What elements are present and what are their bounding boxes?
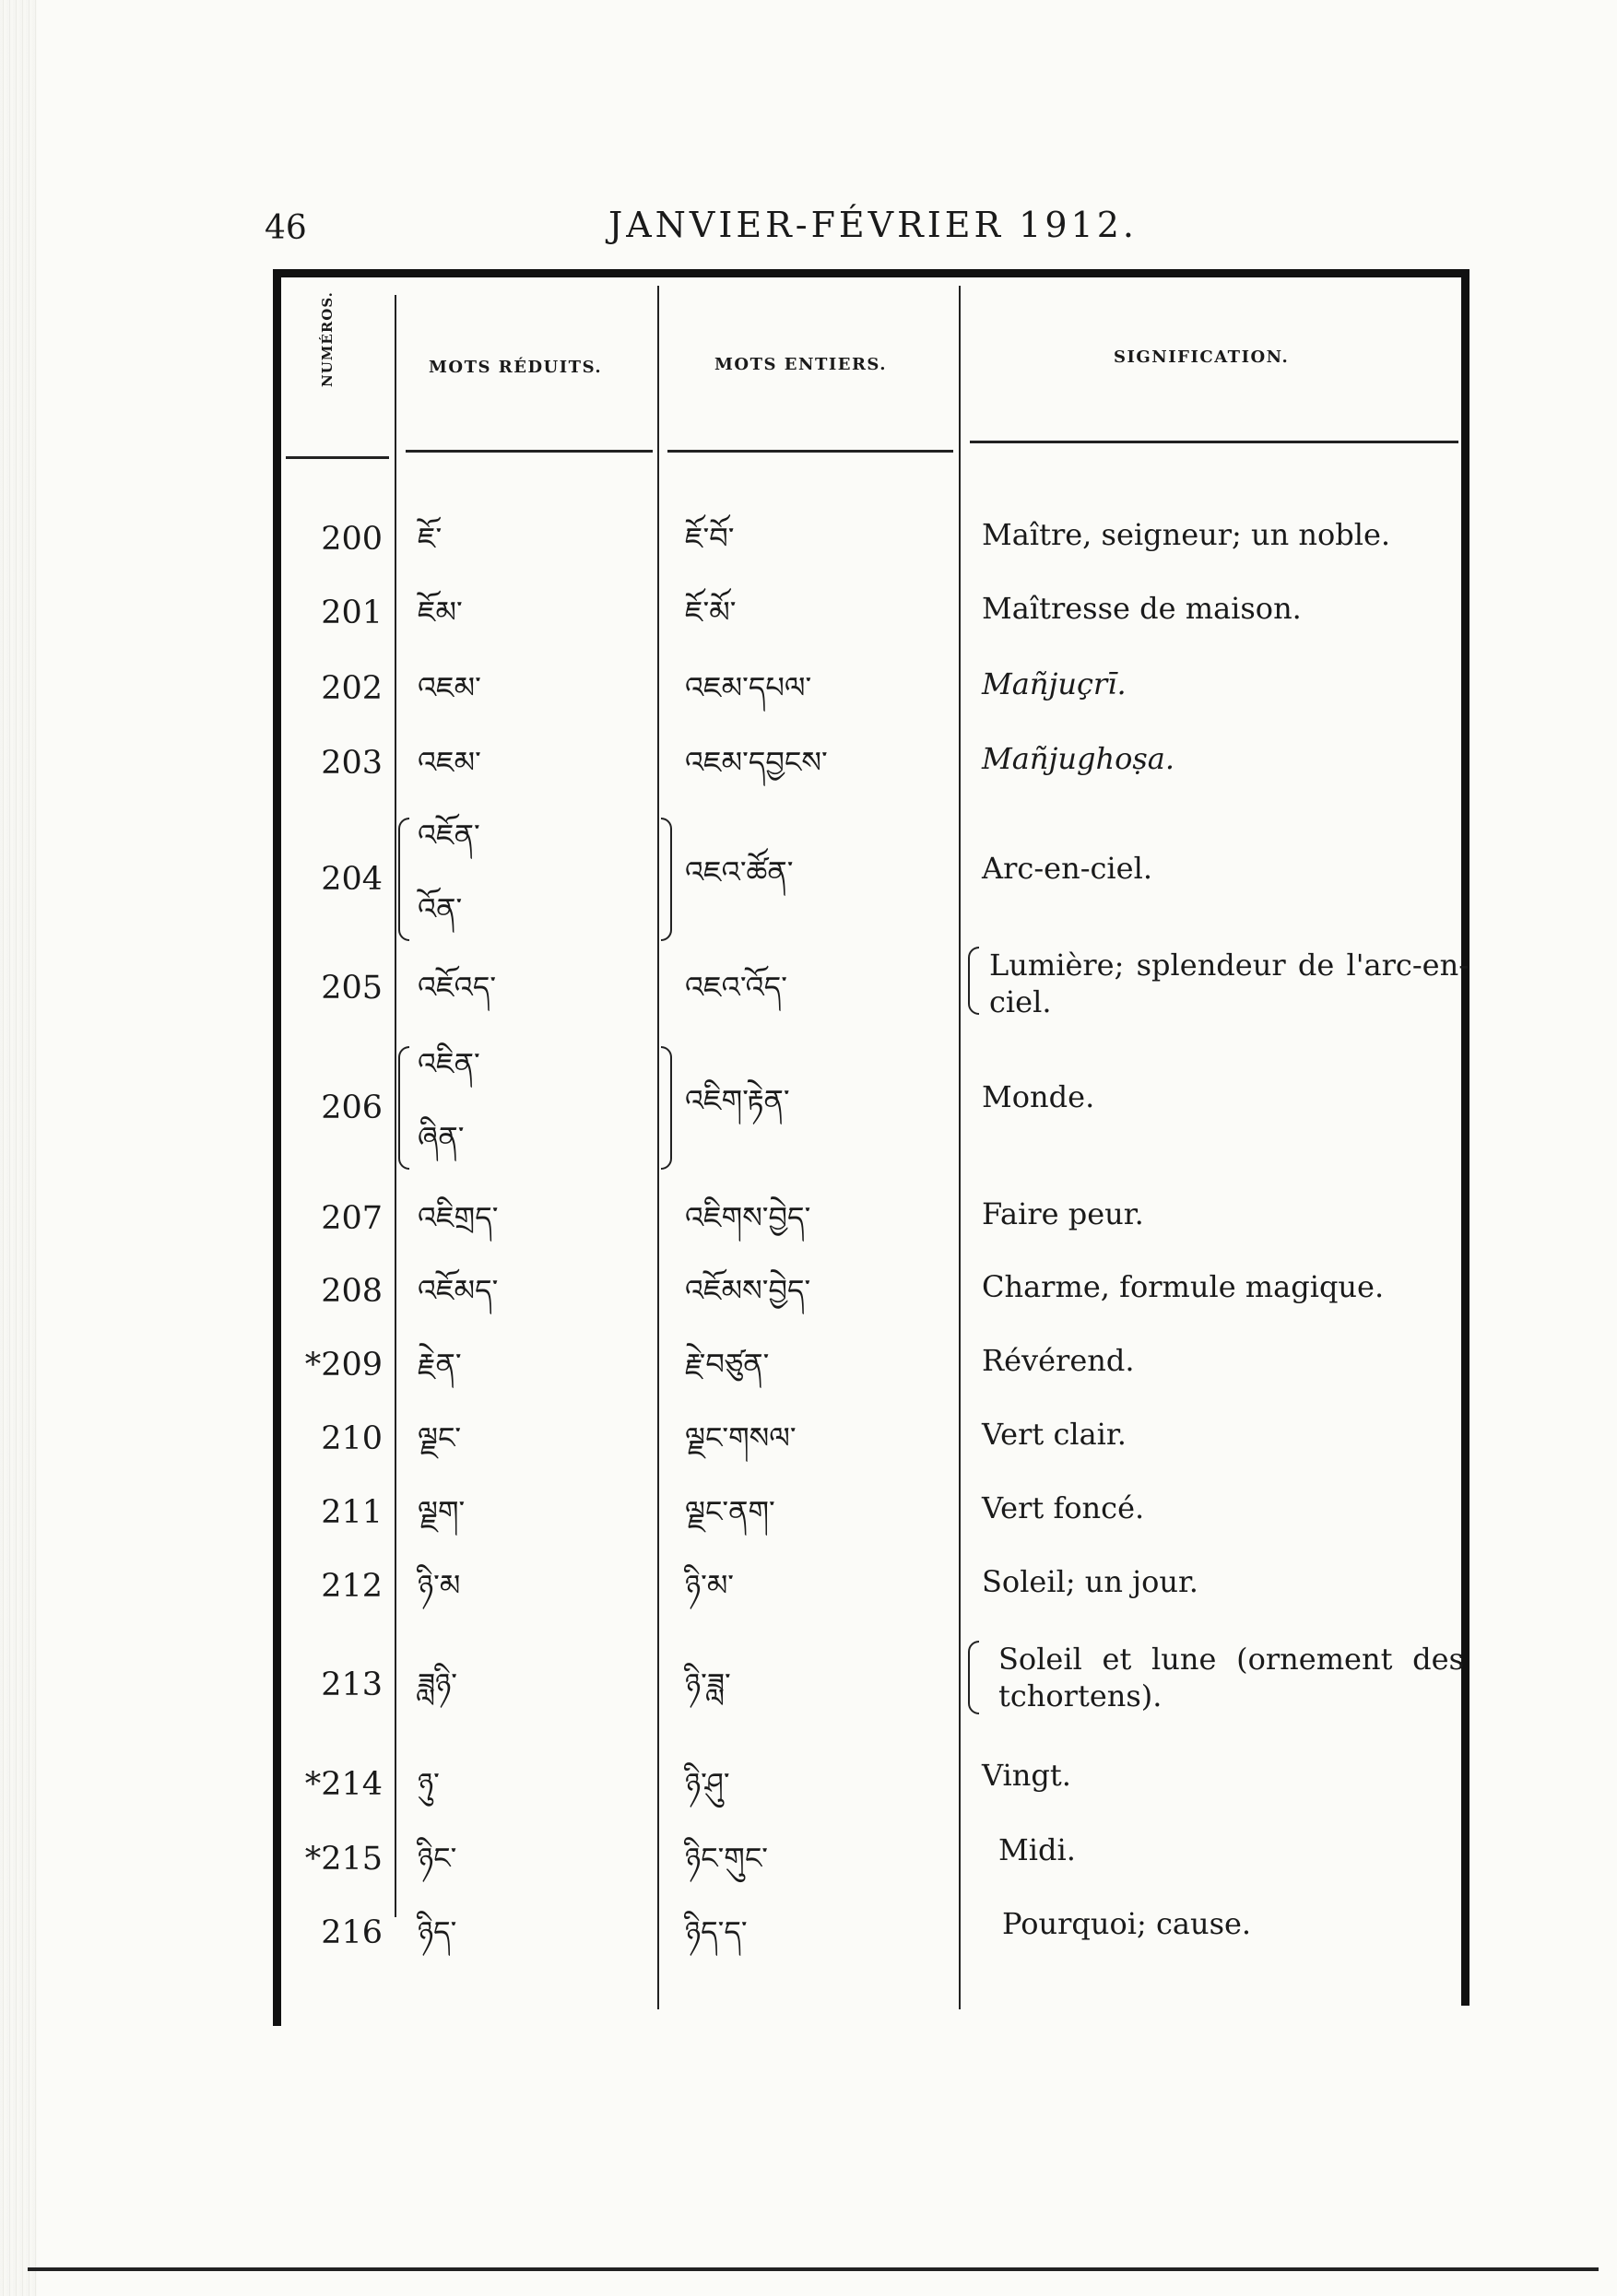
reduced-word: འཇམ་ <box>418 670 481 705</box>
full-word: ལྗང་ནག་ <box>685 1494 775 1529</box>
entry-number: 201 <box>321 595 383 631</box>
entry-number: *214 <box>304 1766 383 1803</box>
reduced-word: ཇོ་ <box>418 521 443 556</box>
full-word: འཇིག་རྟེན་ <box>685 1083 790 1118</box>
entry-number: 206 <box>321 1089 383 1126</box>
entry-number: 204 <box>321 861 383 898</box>
meaning: Faire peur. <box>982 1196 1144 1231</box>
entry-number: 205 <box>321 970 383 1007</box>
meaning-brace <box>968 947 979 1015</box>
entry-number: 208 <box>321 1273 383 1310</box>
entry-number: *215 <box>304 1841 383 1878</box>
reduced-word: འཇོའད་ <box>418 970 497 1005</box>
meaning-brace <box>968 1641 979 1714</box>
reduced-word: ཉུ་ <box>418 1766 440 1801</box>
header-mots-reduits: MOTS RÉDUITS. <box>429 358 603 377</box>
full-word: ཉི་ཤུ་ <box>685 1766 730 1801</box>
full-word: རྗེ་བཙུན་ <box>685 1347 770 1382</box>
page-number: 46 <box>265 209 307 247</box>
header-rule-2 <box>406 450 653 453</box>
meaning: Mañjughoṣa. <box>982 741 1175 776</box>
meaning: Midi. <box>998 1832 1076 1867</box>
brace-left <box>398 818 409 941</box>
header-rule-4 <box>970 441 1458 443</box>
reduced-word: རྗེན་ <box>418 1347 462 1382</box>
full-word: ཉིད་ད་ <box>685 1914 748 1949</box>
full-word: འཇམ་དབྱངས་ <box>685 745 828 780</box>
reduced-word: འཇིན་ <box>418 1046 480 1081</box>
brace-right <box>661 1046 672 1170</box>
entry-number: 211 <box>321 1494 383 1531</box>
full-word: འཇམ་དཔལ་ <box>685 670 812 705</box>
brace-left <box>398 1046 409 1170</box>
entry-number: 216 <box>321 1914 383 1951</box>
reduced-word-alt: ཞིན་ <box>418 1120 465 1155</box>
header-rule-3 <box>667 450 953 453</box>
meaning: Maîtresse de maison. <box>982 591 1302 626</box>
meaning: Soleil; un jour. <box>982 1564 1198 1599</box>
entry-number: 210 <box>321 1420 383 1457</box>
reduced-word: ཉིང་ <box>418 1841 457 1876</box>
meaning: Soleil et lune (ornement des tchortens). <box>998 1642 1464 1713</box>
full-word: འཇའ་འོད་ <box>685 970 788 1005</box>
reduced-word: ཟླཉི་ <box>418 1666 458 1701</box>
meaning: Mañjuçrī. <box>982 666 1127 701</box>
reduced-word-alt: འོན་ <box>418 891 463 926</box>
meaning: Révérend. <box>982 1343 1135 1378</box>
header-mots-entiers: MOTS ENTIERS. <box>714 355 888 374</box>
header-signification: SIGNIFICATION. <box>1114 347 1290 367</box>
entry-number: *209 <box>304 1347 383 1383</box>
reduced-word: ལྗང་ <box>418 1420 462 1455</box>
meaning: Monde. <box>982 1079 1095 1114</box>
meaning: Vert clair. <box>982 1417 1127 1452</box>
full-word: ལྗང་གསལ་ <box>685 1420 797 1455</box>
reduced-word: ལྗག་ <box>418 1494 466 1529</box>
reduced-word: འཇམ་ <box>418 745 481 780</box>
full-word: ཇོ་མོ་ <box>685 595 737 630</box>
brace-right <box>661 818 672 941</box>
full-word: འཇའ་ཚོན་ <box>685 854 794 889</box>
column-divider-3 <box>959 286 961 2009</box>
header-numeros: NUMÉROS. <box>319 291 336 387</box>
entry-number: 200 <box>321 521 383 558</box>
entry-number: 213 <box>321 1666 383 1703</box>
entry-number: 202 <box>321 670 383 707</box>
full-word: འཇིགས་བྱེད་ <box>685 1200 811 1235</box>
full-word: འཇོམས་བྱེད་ <box>685 1273 811 1308</box>
meaning: Arc-en-ciel. <box>982 851 1152 886</box>
entry-number: 207 <box>321 1200 383 1237</box>
running-head: JANVIER-FÉVRIER 1912. <box>608 205 1138 245</box>
reduced-word: འཇོམད་ <box>418 1273 499 1308</box>
meaning: Charme, formule magique. <box>982 1269 1385 1304</box>
full-word: ཉི་ཟླ་ <box>685 1666 731 1701</box>
meaning: Lumière; splendeur de l'arc-en-ciel. <box>989 948 1469 1019</box>
meaning: Vingt. <box>982 1758 1071 1793</box>
table-frame-top <box>273 269 1469 277</box>
page-edge <box>0 0 37 2296</box>
reduced-word: འཇོན་ <box>418 818 480 853</box>
table-frame-right <box>1461 269 1469 2006</box>
reduced-word: ཉི་མ <box>418 1568 461 1603</box>
entry-number: 212 <box>321 1568 383 1605</box>
meaning: Maître, seigneur; un noble. <box>982 517 1391 552</box>
reduced-word: ཇོམ་ <box>418 595 463 630</box>
column-divider-2 <box>657 286 659 2009</box>
meaning: Pourquoi; cause. <box>1002 1906 1252 1941</box>
full-word: ཇོ་བོ་ <box>685 521 735 556</box>
entry-number: 203 <box>321 745 383 782</box>
header-rule-1 <box>286 456 389 459</box>
column-divider-1 <box>395 295 396 1917</box>
reduced-word: ཉིད་ <box>418 1914 457 1949</box>
bottom-rule <box>28 2267 1599 2271</box>
reduced-word: འཇིགྲད་ <box>418 1200 499 1235</box>
full-word: ཉི་མ་ <box>685 1568 735 1603</box>
full-word: ཉིང་གུང་ <box>685 1841 769 1876</box>
meaning: Vert foncé. <box>982 1490 1145 1525</box>
